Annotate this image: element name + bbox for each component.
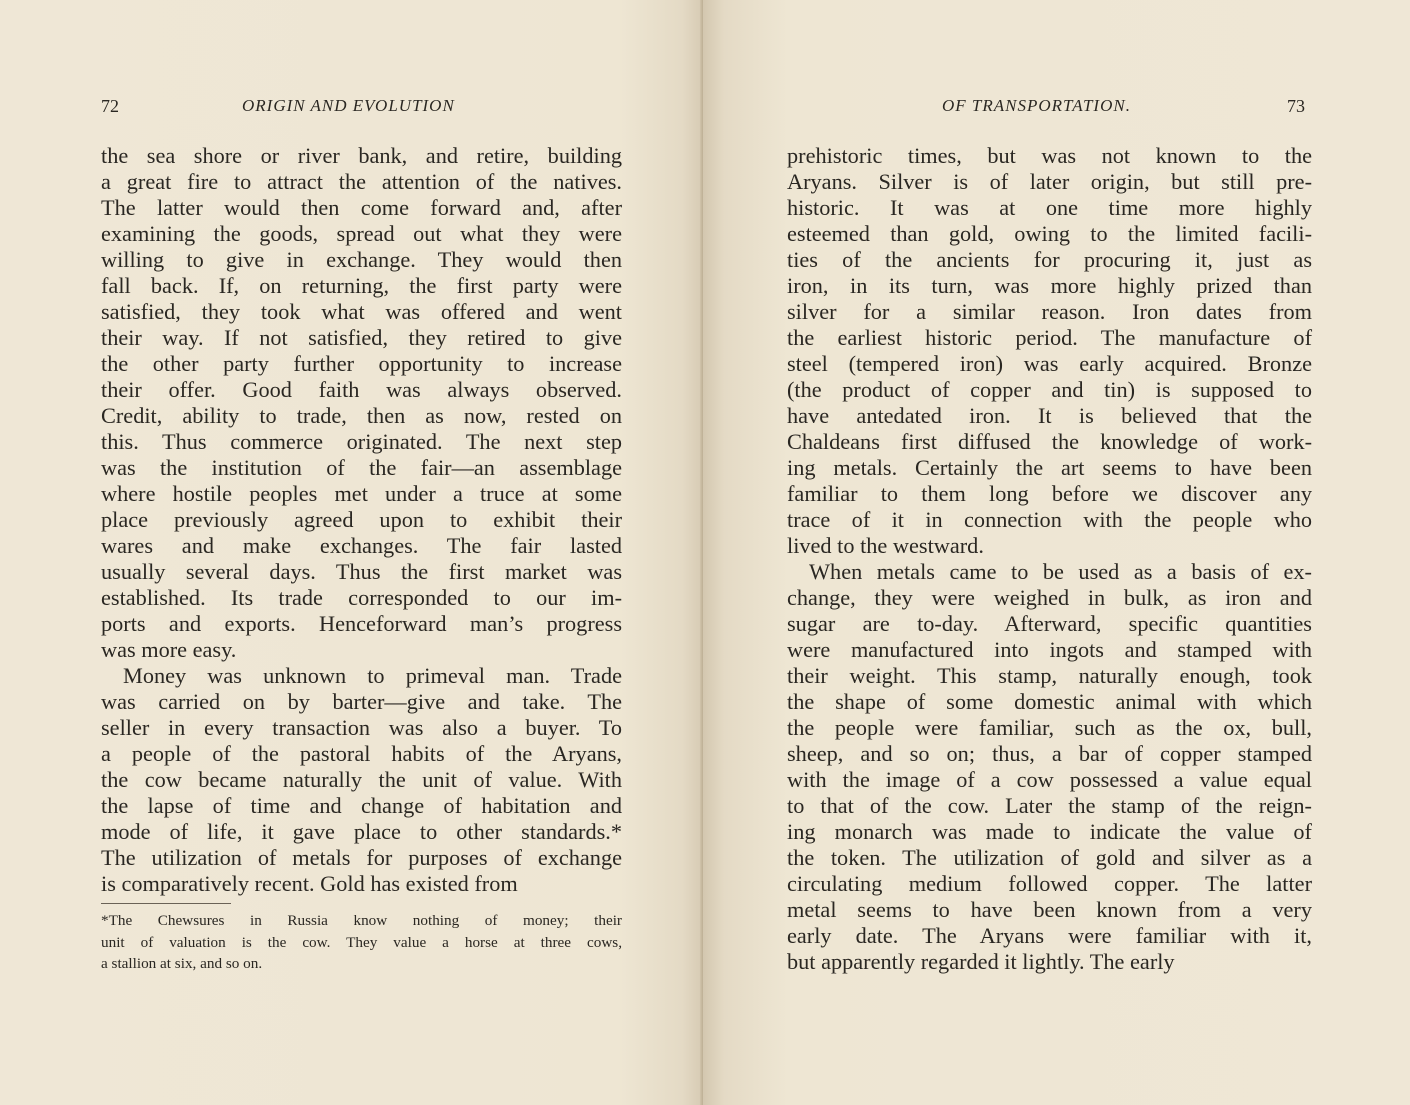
text-line: were manufactured into ingots and stamped with: [787, 637, 1312, 662]
text-line: their weight. This stamp, naturally enough, took: [787, 663, 1312, 688]
text-line: ing monarch was made to indicate the value of: [787, 819, 1312, 844]
left-page: [0, 0, 703, 1105]
text-line: the earliest historic period. The manufacture of: [787, 325, 1312, 350]
footnote-line: a stallion at six, and so on.: [101, 955, 263, 972]
text-line: the people were familiar, such as the ox, bull,: [787, 715, 1312, 740]
text-line: esteemed than gold, owing to the limited facili-: [787, 221, 1312, 246]
footnote-rule: [101, 903, 231, 904]
text-line: the cow became naturally the unit of value. With: [101, 767, 622, 792]
text-line: When metals came to be used as a basis of ex-: [809, 559, 1312, 584]
right-body-text: [787, 143, 1312, 975]
text-line: a people of the pastoral habits of the Aryans,: [101, 741, 622, 766]
text-line: The utilization of metals for purposes of exchange: [101, 845, 622, 870]
running-head-right: OF TRANSPORTATION.: [942, 96, 1131, 115]
text-line: satisfied, they took what was offered and went: [101, 299, 622, 324]
text-line: place previously agreed upon to exhibit their: [101, 507, 622, 532]
text-line: this. Thus commerce originated. The next step: [101, 429, 622, 454]
right-page: [703, 0, 1410, 1105]
text-line: wares and make exchanges. The fair lasted: [101, 533, 622, 558]
text-line: fall back. If, on returning, the first party were: [101, 273, 622, 298]
text-line: trace of it in connection with the people who: [787, 507, 1312, 532]
text-line: with the image of a cow possessed a value equal: [787, 767, 1312, 792]
left-body-text: [101, 143, 622, 897]
text-line: was more easy.: [101, 637, 237, 662]
text-line: familiar to them long before we discover any: [787, 481, 1312, 506]
running-head-left: ORIGIN AND EVOLUTION: [242, 96, 455, 115]
text-line: Aryans. Silver is of later origin, but still pre-: [787, 169, 1312, 194]
text-line: (the product of copper and tin) is supposed to: [787, 377, 1312, 402]
text-line: was the institution of the fair—an assemblage: [101, 455, 622, 480]
text-line: established. Its trade corresponded to our im-: [101, 585, 622, 610]
text-line: the shape of some domestic animal with which: [787, 689, 1312, 714]
footnote-line: unit of valuation is the cow. They value a horse at three cows,: [101, 933, 622, 951]
text-line: ports and exports. Henceforward man’s progress: [101, 611, 622, 636]
text-line: to that of the cow. Later the stamp of the reign-: [787, 793, 1312, 818]
footnote: [101, 910, 622, 975]
text-line: silver for a similar reason. Iron dates from: [787, 299, 1312, 324]
text-line: lived to the westward.: [787, 533, 984, 558]
text-line: is comparatively recent. Gold has existed from: [101, 871, 518, 896]
text-line: their offer. Good faith was always observed.: [101, 377, 622, 402]
text-line: prehistoric times, but was not known to the: [787, 143, 1312, 168]
text-line: sheep, and so on; thus, a bar of copper stamped: [787, 741, 1312, 766]
text-line: historic. It was at one time more highly: [787, 195, 1312, 220]
text-line: but apparently regarded it lightly. The early: [787, 949, 1175, 974]
text-line: was carried on by barter—give and take. The: [101, 689, 622, 714]
text-line: seller in every transaction was also a buyer. To: [101, 715, 622, 740]
text-line: their way. If not satisfied, they retired to give: [101, 325, 622, 350]
text-line: steel (tempered iron) was early acquired. Bronze: [787, 351, 1312, 376]
text-line: mode of life, it gave place to other standards.*: [101, 819, 622, 844]
text-line: Credit, ability to trade, then as now, rested on: [101, 403, 622, 428]
text-line: have antedated iron. It is believed that the: [787, 403, 1312, 428]
page-number-left: 72: [101, 96, 119, 116]
text-line: early date. The Aryans were familiar with it,: [787, 923, 1312, 948]
text-line: metal seems to have been known from a very: [787, 897, 1312, 922]
text-line: the sea shore or river bank, and retire, building: [101, 143, 622, 168]
text-line: iron, in its turn, was more highly prized than: [787, 273, 1312, 298]
text-line: circulating medium followed copper. The latter: [787, 871, 1312, 896]
text-line: ties of the ancients for procuring it, just as: [787, 247, 1312, 272]
text-line: ing metals. Certainly the art seems to have been: [787, 455, 1312, 480]
text-line: usually several days. Thus the first market was: [101, 559, 622, 584]
page-number-right: 73: [1287, 96, 1305, 116]
text-line: the lapse of time and change of habitation and: [101, 793, 622, 818]
text-line: examining the goods, spread out what they were: [101, 221, 622, 246]
text-line: where hostile peoples met under a truce at some: [101, 481, 622, 506]
text-line: the other party further opportunity to increase: [101, 351, 622, 376]
text-line: The latter would then come forward and, after: [101, 195, 622, 220]
text-line: Chaldeans first diffused the knowledge of work-: [787, 429, 1312, 454]
text-line: change, they were weighed in bulk, as iron and: [787, 585, 1312, 610]
text-line: a great fire to attract the attention of the natives.: [101, 169, 622, 194]
text-line: Money was unknown to primeval man. Trade: [123, 663, 622, 688]
footnote-line: *The Chewsures in Russia know nothing of money; their: [101, 912, 622, 929]
text-line: sugar are to-day. Afterward, specific quantities: [787, 611, 1312, 636]
text-line: willing to give in exchange. They would then: [101, 247, 622, 272]
text-line: the token. The utilization of gold and silver as a: [787, 845, 1312, 870]
